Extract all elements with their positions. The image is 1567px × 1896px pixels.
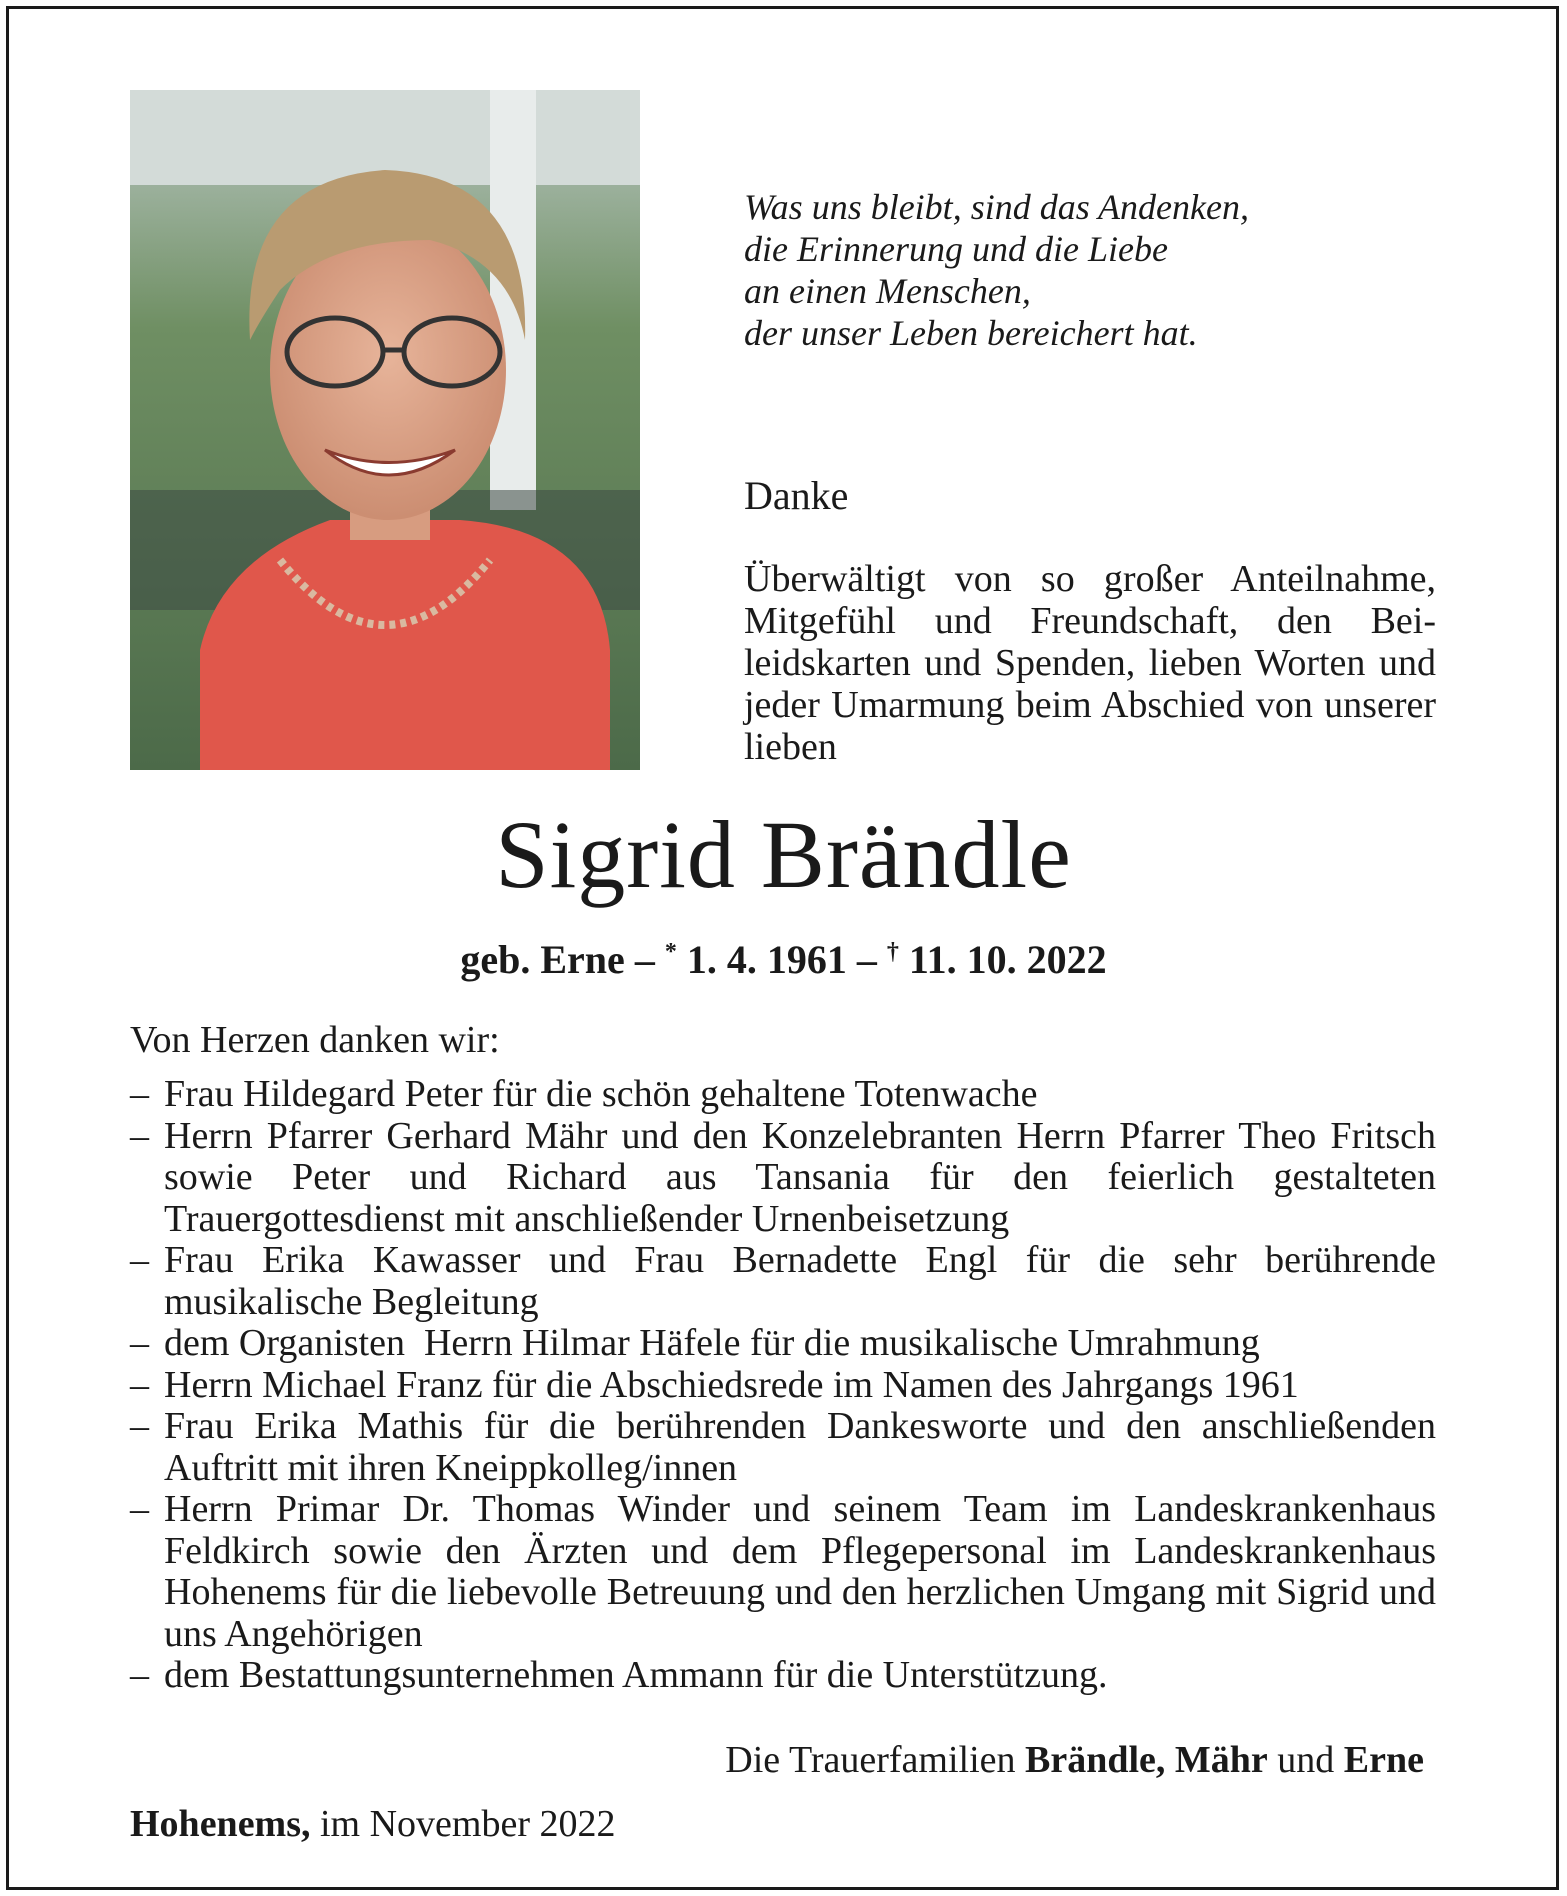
list-item [130,1406,1436,1489]
list-item-text: dem Organisten Herrn Hilmar Häfele für die musikalische Umrahmung [164,1322,1260,1364]
list-item [130,1074,1436,1116]
death-date: 11. 10. 2022 [898,937,1107,982]
dash-bullet: – [130,1488,149,1530]
list-item-text: Frau Hildegard Peter für die schön gehaltene Totenwache [164,1073,1038,1115]
family-name-last: Erne [1343,1739,1424,1781]
poem-line: die Erinnerung und die Liebe [744,229,1168,269]
signature-prefix: Die Trauerfamilien [725,1739,1025,1781]
notice-date: im November 2022 [310,1803,616,1845]
dash-bullet: – [130,1654,149,1696]
place-and-date [130,1802,616,1846]
poem-line: an einen Menschen, [744,271,1031,311]
thanks-intro: Überwältigt von so großer Anteilnahme, Mitgefühl und Freundschaft, den Beileidskarten und Spenden, lieben Worten und jeder Umarmung beim Abschied von unserer lieben [744,558,1436,768]
dash-bullet: – [130,1114,149,1157]
life-dates [0,936,1567,983]
birth-star-icon: * [664,939,677,965]
dash-bullet: – [130,1405,149,1447]
list-item [130,1489,1436,1655]
list-item-text: Frau Erika Mathis für die berührenden Dankesworte und den anschließenden Auftritt mit ihren Kneippkolleg/innen [164,1405,1436,1489]
list-item-text: Herrn Michael Franz für die Abschiedsrede im Namen des Jahrgangs 1961 [164,1363,1299,1406]
dash-bullet: – [130,1363,149,1406]
list-item [130,1323,1436,1365]
list-item-text: Herrn Pfarrer Gerhard Mähr und den Konzelebranten Herrn Pfarrer Theo Fritsch sowie Peter und Richard aus Tansania für den feierlich gestalteten Trauergottesdienst mit anschließender Urnenbeisetzung [164,1114,1436,1240]
deceased-name: Sigrid Brändle [495,801,1072,908]
list-item [130,1240,1436,1323]
separator: – [624,937,665,982]
born-name: geb. Erne [460,937,625,982]
list-item-text: Herrn Primar Dr. Thomas Winder und seinem Team im Landeskrankenhaus Feldkirch sowie den Ärzten und dem Pflegepersonal im Landeskrankenhaus Hohenems für die liebevolle Betreuung und den herzlichen Umgang mit Sigrid und uns Angehörigen [164,1488,1436,1655]
memorial-poem [744,186,1249,354]
dash-bullet: – [130,1239,149,1281]
family-names: Brändle, Mähr [1025,1739,1268,1781]
list-item [130,1365,1436,1407]
list-item [130,1655,1436,1697]
poem-line: der unser Leben bereichert hat. [744,313,1198,353]
portrait-photo [130,90,640,770]
death-cross-icon: † [886,939,899,965]
place-name: Hohenems, [130,1803,311,1845]
dash-bullet: – [130,1073,149,1115]
signature-connector: und [1267,1739,1344,1781]
gratitude-heading: Von Herzen danken wir: [130,1019,500,1061]
thanks-heading: Danke [744,473,849,518]
gratitude-list [130,1074,1436,1697]
list-item [130,1116,1436,1241]
portrait-illustration [130,90,640,770]
separator: – [846,937,887,982]
family-signature [725,1738,1424,1782]
list-item-text: Frau Erika Kawasser und Frau Bernadette Engl für die sehr berührende musikalische Begleitung [164,1239,1436,1323]
dash-bullet: – [130,1322,149,1364]
poem-line: Was uns bleibt, sind das Andenken, [744,187,1249,227]
birth-date: 1. 4. 1961 [676,937,847,982]
list-item-text: dem Bestattungsunternehmen Ammann für die Unterstützung. [164,1654,1108,1696]
